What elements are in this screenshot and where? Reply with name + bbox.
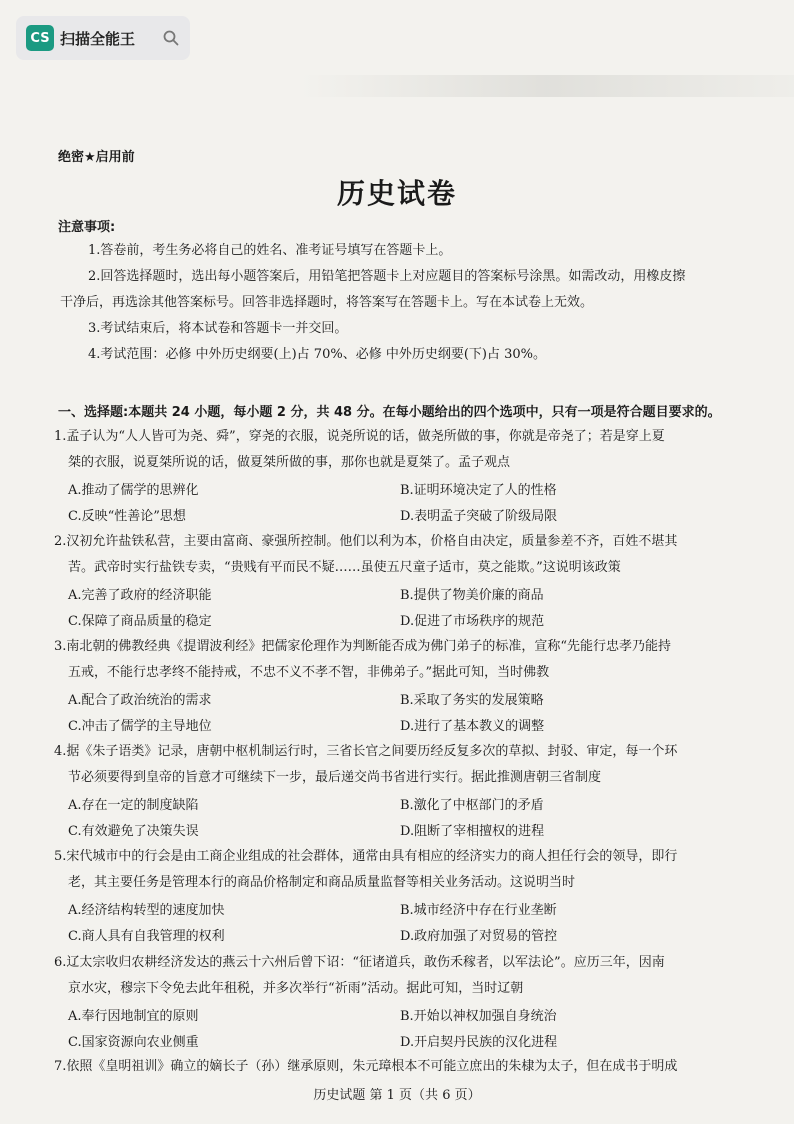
- question-stem-line: 5.宋代城市中的行会是由工商企业组成的社会群体，通常由具有相应的经济实力的商人担任行会的领导，即行: [54, 849, 678, 864]
- answer-option[interactable]: C.国家资源向农业侧重: [68, 1035, 199, 1050]
- question-stem-line: 节必须要得到皇帝的旨意才可继续下一步，最后递交尚书省进行实行。据此推测唐朝三省制度: [68, 770, 602, 785]
- page-title: 历史试卷: [336, 177, 457, 210]
- answer-option[interactable]: C.商人具有自我管理的权利: [68, 929, 225, 944]
- scan-shadow: [300, 75, 794, 97]
- answer-option[interactable]: C.有效避免了决策失误: [68, 824, 199, 839]
- answer-option[interactable]: A.配合了政治统治的需求: [68, 693, 212, 708]
- answer-option[interactable]: C.保障了商品质量的稳定: [68, 614, 212, 629]
- secret-label: 绝密★启用前: [58, 150, 135, 165]
- answer-option[interactable]: A.奉行因地制宜的原则: [68, 1009, 199, 1024]
- page-footer: 历史试题 第 1 页（共 6 页）: [313, 1088, 481, 1103]
- question-stem-line: 4.据《朱子语类》记录，唐朝中枢机制运行时，三省长官之间要历经反复多次的草拟、封驳、审定，每一个环: [54, 744, 678, 759]
- notice-item: 1.答卷前，考生务必将自己的姓名、准考证号填写在答题卡上。: [88, 243, 452, 258]
- answer-option[interactable]: B.开始以神权加强自身统治: [400, 1009, 557, 1024]
- question-stem-line: 7.依照《皇明祖训》确立的嫡长子（孙）继承原则，朱元璋根本不可能立庶出的朱棣为太子，但在成书于明成: [54, 1059, 678, 1074]
- question-stem-line: 桀的衣服，说夏桀所说的话，做夏桀所做的事，那你也就是夏桀了。孟子观点: [68, 455, 511, 470]
- question-stem-line: 6.辽太宗收归农耕经济发达的燕云十六州后曾下诏：“征诸道兵，敢伤禾稼者，以军法论”。应历三年，因南: [54, 955, 665, 970]
- answer-option[interactable]: D.开启契丹民族的汉化进程: [400, 1035, 558, 1050]
- answer-option[interactable]: B.采取了务实的发展策略: [400, 693, 544, 708]
- answer-option[interactable]: A.完善了政府的经济职能: [68, 588, 212, 603]
- section-title: 一、选择题:本题共 24 小题，每小题 2 分，共 48 分。在每小题给出的四个选项中，只有一项是符合题目要求的。: [58, 405, 721, 420]
- answer-option[interactable]: C.反映“性善论”思想: [68, 509, 186, 524]
- app-name: 扫描全能王: [60, 29, 136, 48]
- question-stem-line: 京水灾，穆宗下令免去此年租税，并多次举行“祈雨”活动。据此可知，当时辽朝: [68, 981, 524, 996]
- question-stem-line: 1.孟子认为“人人皆可为尧、舜”，穿尧的衣服，说尧所说的话，做尧所做的事，你就是帝尧了；若是穿上夏: [54, 429, 665, 444]
- scanner-app-bar[interactable]: [16, 16, 190, 60]
- answer-option[interactable]: D.阻断了宰相擅权的进程: [400, 824, 545, 839]
- answer-option[interactable]: B.提供了物美价廉的商品: [400, 588, 544, 603]
- answer-option[interactable]: B.证明环境决定了人的性格: [400, 483, 557, 498]
- notice-item: 干净后，再选涂其他答案标号。回答非选择题时，将答案写在答题卡上。写在本试卷上无效。: [60, 295, 594, 310]
- question-stem-line: 五戒，不能行忠孝终不能持戒，不忠不义不孝不智，非佛弟子。”据此可知，当时佛教: [68, 665, 550, 680]
- answer-option[interactable]: A.经济结构转型的速度加快: [68, 903, 225, 918]
- answer-option[interactable]: A.推动了儒学的思辨化: [68, 483, 199, 498]
- answer-option[interactable]: D.进行了基本教义的调整: [400, 719, 545, 734]
- notice-item: 2.回答选择题时，选出每小题答案后，用铅笔把答题卡上对应题目的答案标号涂黑。如需改动，用橡皮擦: [88, 269, 686, 284]
- notice-item: 3.考试结束后，将本试卷和答题卡一并交回。: [88, 321, 348, 336]
- answer-option[interactable]: C.冲击了儒学的主导地位: [68, 719, 212, 734]
- question-stem-line: 3.南北朝的佛教经典《提谓波利经》把儒家伦理作为判断能否成为佛门弟子的标准，宣称“先能行忠孝乃能持: [54, 639, 672, 654]
- question-stem-line: 老，其主要任务是管理本行的商品价格制定和商品质量监督等相关业务活动。这说明当时: [68, 875, 576, 890]
- answer-option[interactable]: B.城市经济中存在行业垄断: [400, 903, 557, 918]
- notice-item: 4.考试范围：必修 中外历史纲要(上)占 70%、必修 中外历史纲要(下)占 30%。: [88, 347, 547, 362]
- camscanner-logo: CS: [26, 25, 54, 51]
- notice-heading: 注意事项:: [58, 220, 116, 235]
- answer-option[interactable]: D.促进了市场秩序的规范: [400, 614, 545, 629]
- answer-option[interactable]: D.政府加强了对贸易的管控: [400, 929, 558, 944]
- answer-option[interactable]: D.表明孟子突破了阶级局限: [400, 509, 558, 524]
- question-stem-line: 苦。武帝时实行盐铁专卖，“贵贱有平而民不疑……虽使五尺童子适市，莫之能欺。”这说明该政策: [68, 560, 621, 575]
- answer-option[interactable]: A.存在一定的制度缺陷: [68, 798, 199, 813]
- search-icon[interactable]: [162, 29, 180, 47]
- answer-option[interactable]: B.激化了中枢部门的矛盾: [400, 798, 544, 813]
- question-stem-line: 2.汉初允许盐铁私营，主要由富商、豪强所控制。他们以利为本，价格自由决定，质量参差不齐，百姓不堪其: [54, 534, 678, 549]
